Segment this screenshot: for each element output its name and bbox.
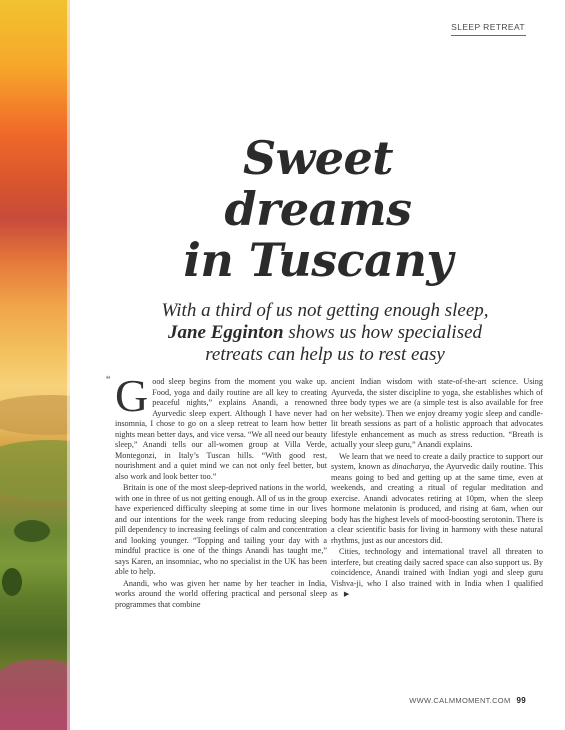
standfirst-line: With a third of us not getting enough sleep, <box>161 300 489 321</box>
landscape-tree <box>14 520 50 542</box>
landscape-field <box>0 440 70 500</box>
landscape-flowers <box>0 660 70 730</box>
body-paragraph: We learn that we need to create a daily practice to support our system, known as dinacharya, the Ayurvedic daily routine. This means going to bed and getting up at the same time, even at weekends, and creating a ritual of regular meditation and exercise. Anandi advocates retiring at 10pm, when the sleep hormone melatonin is produced, and rising at 6am, when our body has the highest levels of mood-boosting serotonin. There is a clear scientific basis for living in harmony with these natural rhythms, just as our ancestors did. <box>331 451 543 545</box>
author-name: Jane Egginton <box>167 322 284 343</box>
standfirst <box>135 300 515 366</box>
continue-arrow-icon: ▶ <box>343 590 350 598</box>
section-rule <box>451 35 526 36</box>
tuscan-landscape-image <box>0 0 70 730</box>
italic-term: dinacharya <box>392 462 430 471</box>
footer-website: WWW.CALMMOMENT.COM <box>409 696 511 705</box>
body-paragraph: Anandi, who was given her name by her teacher in India, works around the world offering practical and personal sleep programmes that combine <box>115 578 327 609</box>
body-column-right <box>331 377 543 601</box>
title-line: in Tuscany <box>183 233 453 287</box>
title-line: dreams <box>224 182 412 236</box>
body-paragraph: Britain is one of the most sleep-deprived nations in the world, with one in three of us not getting enough. All of us in the group have experienced difficulty sleeping at some time in our lives and our intentions for the week range from reducing sleeping pill dependency to increasing feelings of calm and concentration and looking younger. “Topping and tailing your day with a mindful practice is one of the things Anandi has taught me,” says Karen, an insomniac, who no specialist in the UK has been able to help. <box>115 483 327 576</box>
article-title <box>150 133 486 286</box>
body-paragraph: Cities, technology and international travel all threaten to interfere, but creating daily sacred space can also support us. By coincidence, Anandi trained with Indian yogi and sleep guru Vishva-ji, who I also trained with in India when I qualified as ▶ <box>331 547 543 598</box>
landscape-tree <box>2 568 22 596</box>
drop-cap: “ G <box>106 370 149 421</box>
section-label: SLEEP RETREAT <box>451 22 525 32</box>
image-edge <box>67 0 70 730</box>
standfirst-line <box>135 322 515 344</box>
body-paragraph: ancient Indian wisdom with state-of-the-art science. Using Ayurveda, the sister discipline to yoga, she establishes which of three body types we are (a simple test is also available for free on her website). Then we enjoy dreamy yogic sleep and candle-lit breath sessions as part of a holistic approach that advocates lifestyle enhancement as much as stress reduction. “Breath is actually your sleep guru,” Anandi explains. <box>331 377 543 449</box>
page-footer <box>386 696 526 705</box>
page-number: 99 <box>516 696 526 705</box>
landscape-hill <box>0 395 70 435</box>
body-paragraph: “ G ood sleep begins from the moment you wake up. Food, yoga and daily routine are all key to creating peaceful nights,” explains Anandi, a renowned Ayurvedic sleep expert. Although I have never had insomnia, I chose to go on a sleep retreat to learn how better nights mean better days, and vice versa. “We all need our beauty sleep,” Anandi tells our all-women group at Villa Verde, Montegonzi, in Italy’s Tuscan hills. “With good rest, nourishment and a quiet mind we can not only feel better, but also work and look better too.” <box>106 370 327 481</box>
standfirst-line: retreats can help us to rest easy <box>205 344 445 365</box>
title-line: Sweet <box>242 131 394 185</box>
standfirst-text: shows us how specialised <box>283 322 483 343</box>
body-column-left <box>106 370 327 611</box>
